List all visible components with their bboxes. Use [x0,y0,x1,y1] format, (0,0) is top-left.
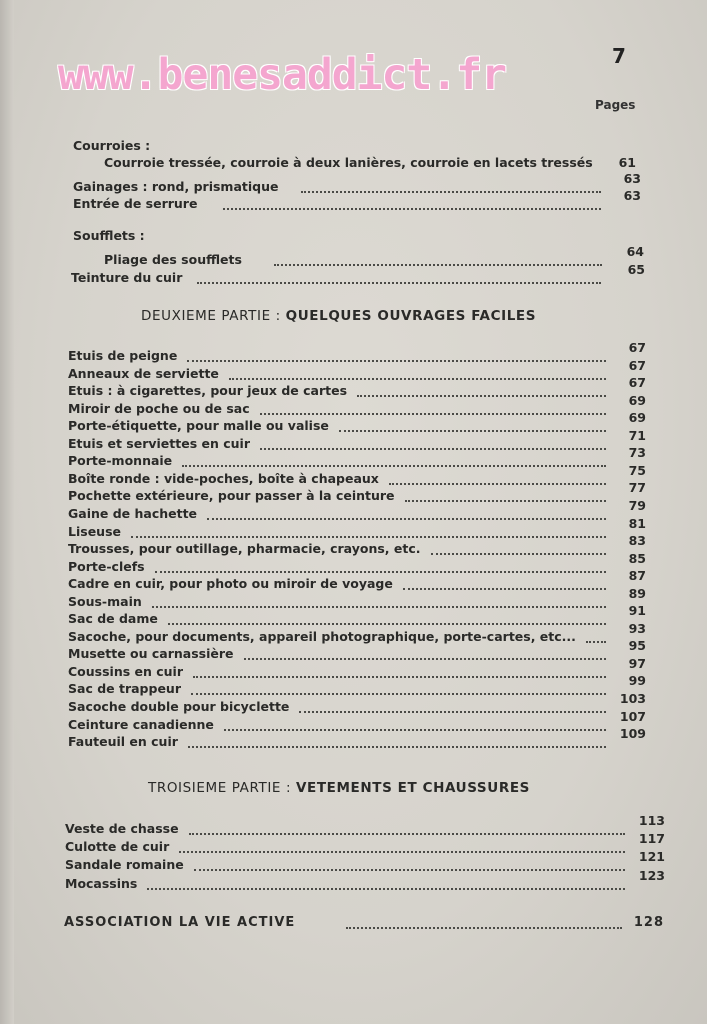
toc-entry-page: 65 [627,262,645,277]
toc-entry [68,673,646,698]
toc-entry [68,620,646,646]
toc-entry-page: 93 [628,620,646,636]
part-title: QUELQUES OUVRAGES FACILES [285,308,537,324]
leader-dots [207,516,606,520]
toc-entry-title: Pochette extérieure, pour passer à la ceinture [68,488,395,504]
toc-entry [68,375,646,400]
toc-entry [68,445,646,470]
leader-dots [299,709,606,713]
toc-entry-title: Porte-étiquette, pour malle ou valise [68,418,329,434]
leader-dots [357,393,606,397]
toc-entry [68,427,646,453]
toc-entry [68,655,646,681]
toc-entry-title: Musette ou carnassière [68,646,234,662]
toc-entry [65,849,665,874]
toc-entry-title: Teinture du cuir [71,270,183,285]
toc-entry [73,171,643,196]
toc-entry-title: Sandale romaine [65,857,184,873]
page-number: 7 [612,44,626,68]
toc-entry [68,585,646,611]
toc-entry-page: 79 [628,497,646,513]
leader-dots [389,481,606,485]
toc-entry-page: 109 [619,726,646,742]
toc-entry-page: 71 [628,427,646,443]
toc-entry [65,813,665,838]
toc-entry [68,726,646,751]
toc-entry [68,515,646,541]
leader-dots [188,744,606,748]
leader-dots [346,925,622,929]
leader-dots [224,727,606,731]
leader-dots [244,656,606,660]
leader-dots [260,446,606,450]
toc-entry-page: 128 [633,915,664,930]
toc-entry-title: Culotte de cuir [65,839,170,855]
toc-entry-title: Sac de dame [68,611,158,627]
section-heading-courroies: Courroies : [73,138,151,153]
leader-dots [152,604,606,608]
toc-entry-title: Etuis : à cigarettes, pour jeux de cartes [68,383,348,399]
toc-entry [68,550,646,576]
toc-entry-page: 67 [628,375,646,391]
leader-dots [179,849,625,853]
toc-entry-page: 89 [628,585,646,601]
toc-entry-title: Mocassins [65,875,138,891]
toc-entry-page: 85 [628,550,646,566]
toc-entry [68,691,646,716]
toc-entry [68,603,646,628]
watermark: www.benesaddict.fr [58,50,506,100]
toc-entry-page: 73 [628,445,646,461]
toc-entry-page: 107 [619,708,646,724]
toc-entry-title: Etuis et serviettes en cuir [68,435,250,451]
toc-entry-title: Sac de trappeur [68,681,181,697]
toc-entry-title: Boîte ronde : vide-poches, boîte à chapeaux [68,470,379,486]
toc-entry-title: Veste de chasse [65,821,179,836]
toc-entry-title: Miroir de poche ou de sac [68,400,250,416]
toc-entry-page: 103 [619,691,646,706]
section-heading-soufflets: Soufflets : [73,228,145,243]
toc-entry-title: Ceinture canadienne [68,716,214,732]
leader-dots [191,691,606,695]
toc-entry-title: Porte-monnaie [68,453,173,469]
toc-entry-title: Anneaux de serviette [68,365,219,381]
leader-dots [194,867,625,871]
toc-entry [68,497,646,523]
toc-entry-page: 121 [638,849,665,865]
leader-dots [193,674,606,678]
toc-entry-title: Sacoche double pour bicyclette [68,699,290,714]
toc-entry-title: Porte-clefs [68,558,145,574]
toc-entry-page: 61 [618,155,636,170]
toc-entry-title: Gaine de hachette [68,505,198,521]
part-title: VETEMENTS ET CHAUSSURES [296,780,530,796]
part-heading-2 [141,306,536,326]
leader-dots [301,189,601,193]
toc-entry [68,568,646,593]
toc-entry [68,462,646,488]
toc-entry-page: 113 [638,813,665,828]
toc-entry [68,533,646,558]
toc-entry-page: 117 [638,831,665,847]
toc-entry-page: 81 [628,515,646,531]
leader-dots [197,280,601,284]
toc-entry [104,244,644,269]
leader-dots [260,411,606,415]
leader-dots [189,831,625,835]
toc-entry-page: 67 [628,340,646,355]
toc-entry [65,831,665,856]
toc-entry-title: Entrée de serrure [73,196,198,211]
leader-dots [586,639,606,643]
toc-entry-title: Sacoche, pour documents, appareil photographique, porte-cartes, etc... [68,628,576,644]
toc-entry-page: 99 [628,673,646,689]
toc-entry-page: 63 [623,188,641,203]
toc-entry [65,867,665,893]
toc-entry-page: 63 [623,171,641,186]
toc-entry-title: Cadre en cuir, pour photo ou miroir de voyage [68,576,393,592]
toc-entry-page: 77 [628,480,646,496]
leader-dots [274,262,602,266]
leader-dots [405,498,606,502]
toc-entry [68,340,646,365]
leader-dots [403,586,606,590]
toc-entry-page: 75 [628,462,646,478]
toc-entry [68,480,646,505]
toc-entry-title: Coussins en cuir [68,663,184,679]
leader-dots [431,551,606,555]
leader-dots [168,621,606,625]
toc-entry-page: 69 [628,410,646,426]
toc-entry [68,357,646,383]
toc-entry-title: Sous-main [68,593,142,609]
toc-entry-page: 87 [628,568,646,584]
leader-dots [187,358,606,362]
toc-entry [68,638,646,663]
part-heading-3 [148,778,530,798]
toc-entry-association [64,914,668,932]
toc-entry [71,262,645,287]
toc-entry-page: 69 [628,392,646,408]
part-label: TROISIEME PARTIE : [148,780,292,796]
toc-entry-title: Courroie tressée, courroie à deux lanières, courroie en lacets tressés [104,155,593,170]
toc-entry [73,188,643,213]
toc-entry-page: 123 [638,867,665,883]
leader-dots [229,376,606,380]
toc-entry-title: Trousses, pour outillage, pharmacie, crayons, etc. [68,541,421,557]
toc-entry-title: ASSOCIATION LA VIE ACTIVE [64,915,296,930]
toc-entry-title: Etuis de peigne [68,348,178,363]
part-label: DEUXIEME PARTIE : [141,308,281,324]
leader-dots [182,463,606,467]
toc-entry [68,410,646,435]
toc-entry-title: Gainages : rond, prismatique [73,179,279,194]
toc-entry [104,154,636,172]
toc-entry-page: 67 [628,357,646,373]
toc-entry-title: Pliage des soufflets [104,252,242,267]
pages-column-label: Pages [595,98,636,112]
toc-entry-page: 97 [628,655,646,671]
toc-entry-title: Liseuse [68,523,121,539]
toc-entry-page: 91 [628,603,646,619]
toc-entry [68,392,646,418]
leader-dots [339,428,606,432]
toc-entry [68,708,646,734]
page-edge [0,0,14,1024]
toc-entry-title: Fauteuil en cuir [68,734,178,750]
leader-dots [147,886,625,890]
leader-dots [155,569,606,573]
leader-dots [223,206,601,210]
toc-entry-page: 83 [628,533,646,549]
leader-dots [131,534,606,538]
toc-entry-page: 64 [626,244,644,259]
toc-entry-page: 95 [628,638,646,654]
